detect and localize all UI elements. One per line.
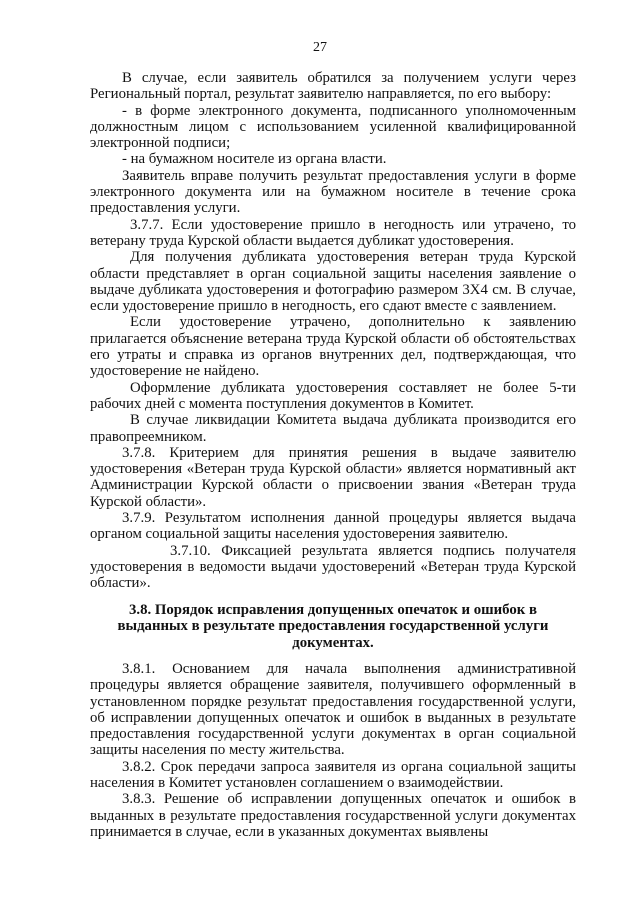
document-body — [90, 70, 576, 840]
paragraph: - на бумажном носителе из органа власти. — [122, 151, 387, 168]
paragraph: В случае, если заявитель обратился за получением услуги через Региональный портал, результат заявителю направляется, по его выбору: — [90, 70, 576, 103]
paragraph: В случае ликвидации Комитета выдача дубликата производится его правопреемником. — [90, 412, 576, 445]
paragraph: Если удостоверение утрачено, дополнительно к заявлению прилагается объяснение ветерана труда Курской области об обстоятельствах его утраты и справка из органов внутренних дел, подтверждающая, что удостоверение не найдено. — [90, 314, 576, 380]
paragraph: 3.7.10. Фиксацией результата является подпись получателя удостоверения в ведомости выдачи удостоверений «Ветеран труда Курской области». — [90, 542, 576, 592]
paragraph: 3.7.9. Результатом исполнения данной процедуры является выдача органом социальной защиты населения удостоверения заявителю. — [90, 510, 576, 543]
paragraph: 3.7.7. Если удостоверение пришло в негодность или утрачено, то ветерану труда Курской области выдается дубликат удостоверения. — [90, 216, 576, 249]
paragraphs-before-heading — [90, 70, 576, 592]
paragraph: Для получения дубликата удостоверения ветеран труда Курской области представляет в орган социальной защиты населения заявление о выдаче дубликата удостоверения и фотографию размером 3Х4 см. В случае, если удостоверение пришло в негодность, его сдают вместе с заявлением. — [90, 249, 576, 315]
section-heading: 3.8. Порядок исправления допущенных опечаток и ошибок в выданных в результате предоставления государственной услуги документах. — [117, 601, 549, 651]
paragraph: - в форме электронного документа, подписанного уполномоченным должностным лицом с использованием усиленной квалифицированной электронной подписи; — [90, 102, 576, 152]
paragraph: 3.8.1. Основанием для начала выполнения административной процедуры является обращение заявителя, получившего оформленный в установленном порядке результат предоставления государственной услуги, об исправлении допущенных опечаток и ошибок в выданных в результате предоставления государственной услуги документах в орган социальной защиты населения по месту жительства. — [90, 661, 576, 759]
paragraph: 3.7.8. Критерием для принятия решения в выдаче заявителю удостоверения «Ветеран труда Курской области» является нормативный акт Администрации Курской области о присвоении звания «Ветеран труда Курской области». — [90, 444, 576, 510]
paragraph: Оформление дубликата удостоверения составляет не более 5-ти рабочих дней с момента поступления документов в Комитет. — [90, 379, 576, 412]
paragraph: Заявитель вправе получить результат предоставления услуги в форме электронного документа или на бумажном носителе в течение срока предоставления услуги. — [90, 167, 576, 217]
paragraph: 3.8.2. Срок передачи запроса заявителя из органа социальной защиты населения в Комитет установлен соглашением о взаимодействии. — [90, 758, 576, 792]
paragraph: 3.8.3. Решение об исправлении допущенных опечаток и ошибок в выданных в результате предоставления государственной услуги документах принимается в случае, если в указанных документах выявлены — [90, 791, 576, 840]
paragraphs-after-heading — [90, 661, 576, 840]
page-number: 27 — [313, 40, 327, 55]
